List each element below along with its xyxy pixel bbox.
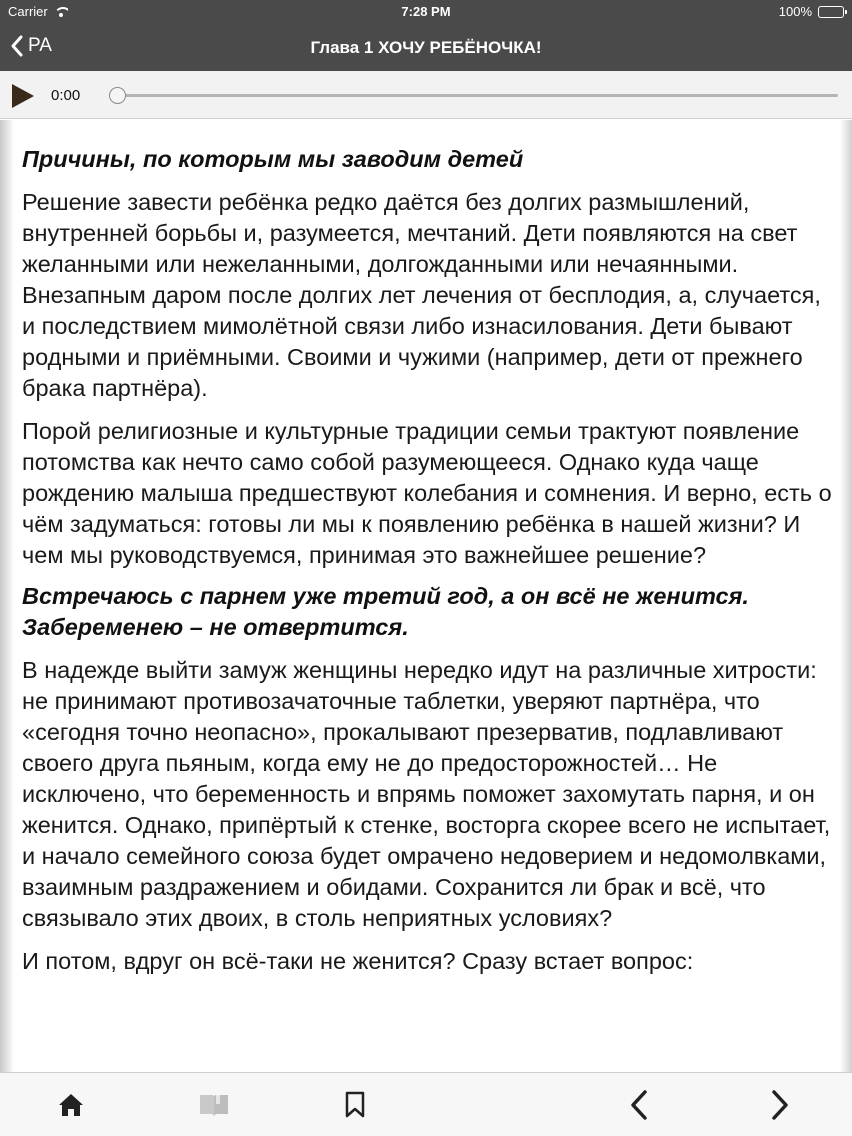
page-edge-shadow [840,120,852,1072]
back-button-label: PA [28,35,52,56]
chapter-content [22,120,834,977]
battery-icon [818,6,844,18]
status-bar [0,0,852,24]
carrier-label: Carrier [8,4,48,19]
paragraph: Порой религиозные и культурные традиции семьи трактуют появление потомства как нечто само собой разумеющееся. Однако куда чаще рождению малыша предшествуют колебания и сомнения. И верно, есть о чём задуматься: готовы ли мы к появлению ребёнка в нашей жизни? И чем мы руководствуемся, принимая это важнейшее решение? [22,418,832,568]
status-time: 7:28 PM [401,4,451,19]
play-icon [11,83,35,109]
bookmark-button[interactable] [335,1087,375,1123]
bookmark-icon [344,1091,366,1119]
bottom-toolbar [0,1072,852,1136]
chevron-left-icon [629,1089,649,1121]
playback-time: 0:00 [51,87,81,104]
home-icon [57,1091,85,1119]
reading-area[interactable] [0,120,852,1072]
chevron-right-icon [770,1089,790,1121]
battery-indicator [779,4,844,19]
top-bar [0,0,852,71]
progress-track[interactable] [112,94,838,97]
page-edge-shadow [0,120,14,1072]
battery-percent: 100% [778,4,812,19]
paragraph: И потом, вдруг он всё-таки не женится? Сразу встает вопрос: [22,948,694,974]
home-button[interactable] [51,1087,91,1123]
previous-page-button[interactable] [619,1087,659,1123]
book-icon [197,1091,231,1119]
paragraph: Решение завести ребёнка редко даётся без долгих размышлений, внутренней борьбы и, разумеется, мечтаний. Дети появляются на свет желанными или нежеланными, долгожданными или нечаянными. Внезапным даром после долгих лет лечения от бесплодия, а, случается, и последствием мимолётной связи либо изнасилования. Дети бывают родными и приёмными. Своими и чужими (например, дети от прежнего брака партнёра). [22,189,821,401]
play-button[interactable] [11,83,35,109]
navigation-bar [0,24,852,71]
paragraph: В надежде выйти замуж женщины нередко идут на различные хитрости: не принимают противозачаточные таблетки, уверяют партнёра, что «сегодня точно неопасно», прокалывают презерватив, подлавливают своего друга пьяным, когда ему не до предосторожностей… Не исключено, что беременность и впрямь поможет захомутать парня, и он женится. Однако, припёртый к стенке, восторга скорее всего не испытает, и начало семейного союза будет омрачено недоверием и недомолвками, взаимным раздражением и обидами. Сохранится ли брак и всё, что связывало этих двоих, в столь неприятных условиях? [22,657,831,931]
contents-button[interactable] [194,1087,234,1123]
audio-player [0,71,852,119]
section-heading: Причины, по которым мы заводим детей [22,146,524,172]
chapter-title: Глава 1 ХОЧУ РЕБЁНОЧКА! [310,38,542,57]
progress-slider-thumb[interactable] [109,87,126,104]
section-heading: Встречаюсь с парнем уже третий год, а он всё не женится. Забеременею – не отвертится. [22,583,749,640]
next-page-button[interactable] [760,1087,800,1123]
